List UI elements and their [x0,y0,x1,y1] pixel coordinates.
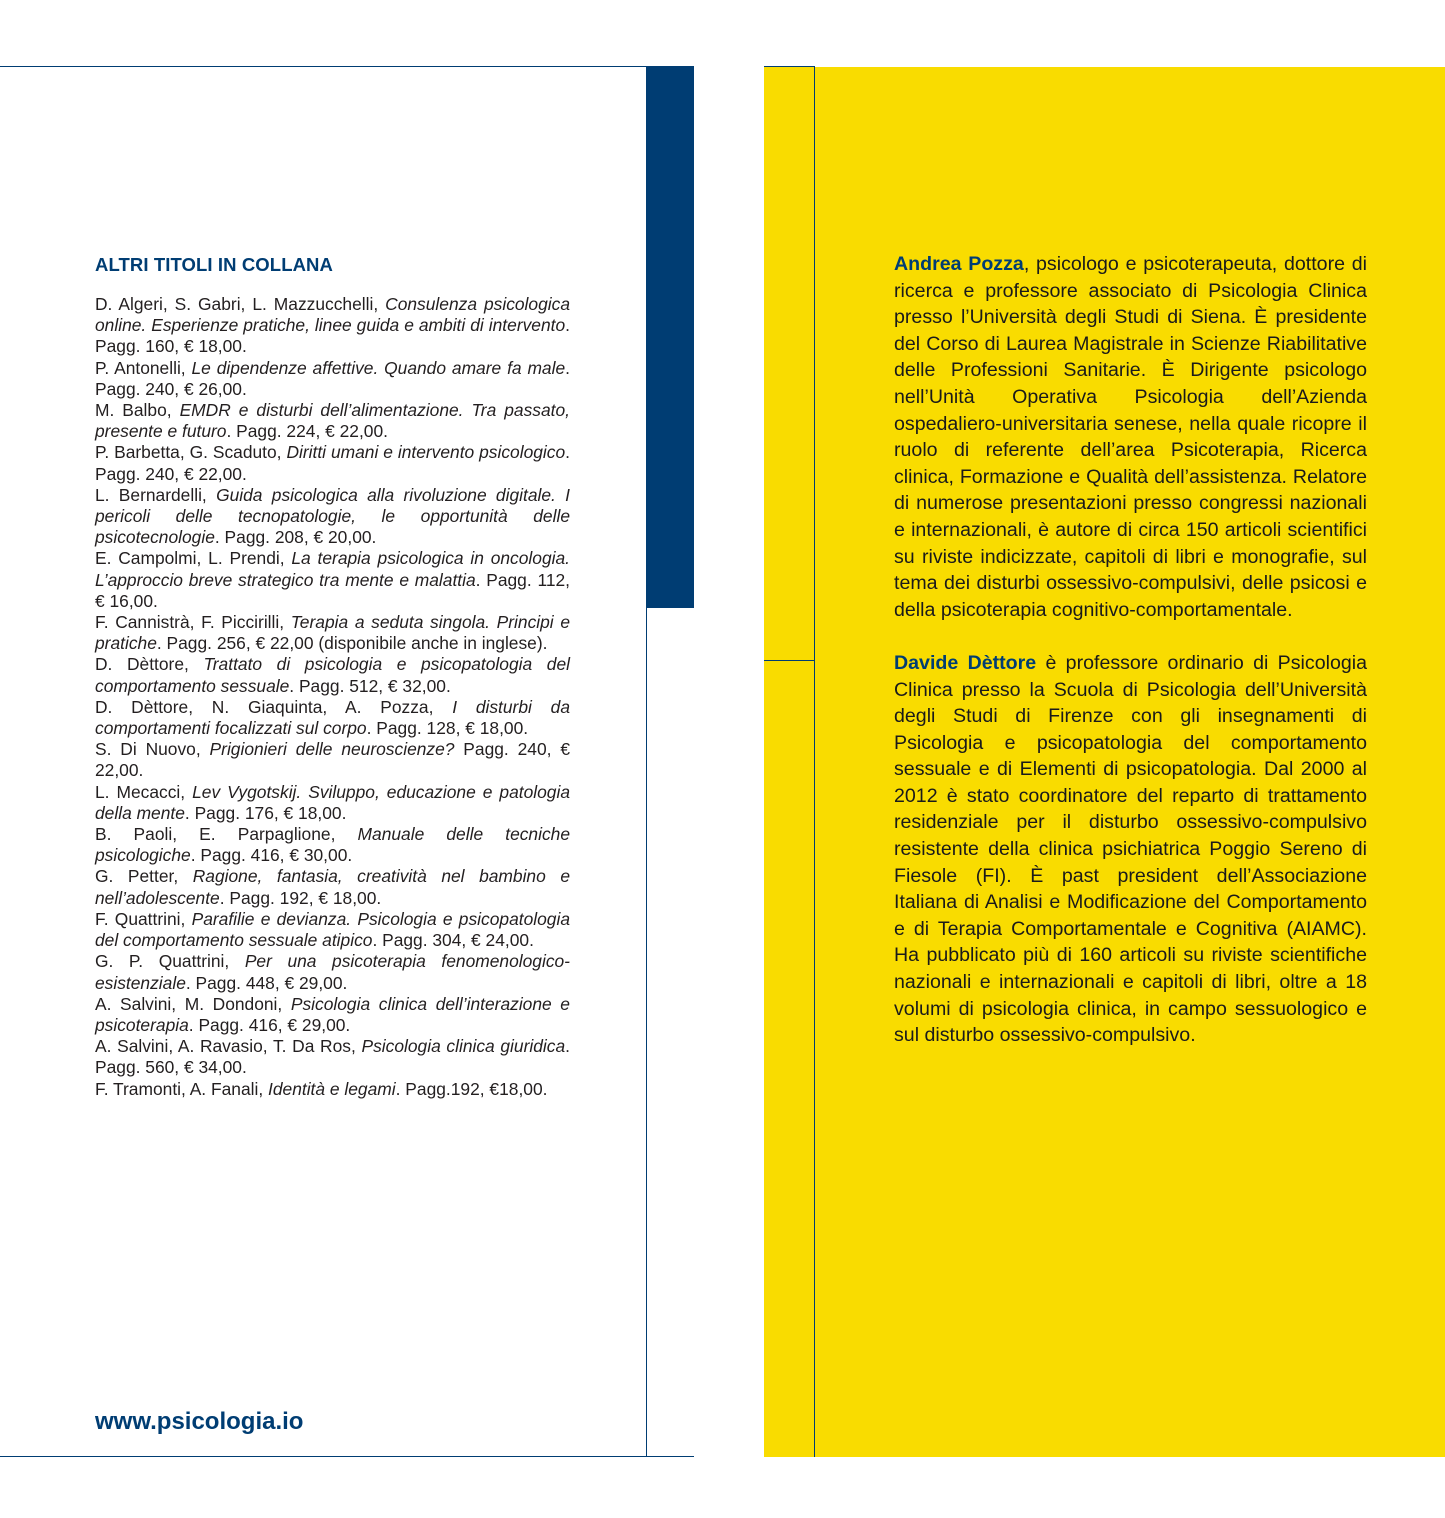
list-item: G. Petter, Ragione, fantasia, creatività nel bambino e nell’adolescente. Pagg. 192, € 18,00. [95,866,570,908]
list-item: S. Di Nuovo, Prigionieri delle neuroscienze? Pagg. 240, € 22,00. [95,739,570,781]
list-item: F. Tramonti, A. Fanali, Identità e legami. Pagg.192, €18,00. [95,1078,548,1099]
left-flap [0,0,700,1518]
blue-accent-bar [646,67,694,608]
bio-paragraph: Andrea Pozza, psicologo e psicoterapeuta, dottore di ricerca e professore associato di Psicologia Clinica presso l’Università degli Studi di Siena. È presidente del Corso di Laurea Magistrale in Scienze Riabilitative delle Professioni Sanitarie. È Dirigente psicologo nell’Unità Operativa Psicologia dell’Azienda ospedaliero-universitaria senese, nella quale ricopre il ruolo di referente dell’area Psicoterapia, Ricerca clinica, Formazione e Qualità dell’assistenza. Relatore di numerose presentazioni presso congressi nazionali e internazionali, è autore di circa 150 articoli scientifici su riviste indicizzate, capitoli di libri e monografie, sul tema dei disturbi ossessivo-compulsivi, delle psicosi e della psicoterapia cognitivo-comportamentale. [894,253,1368,621]
list-item: L. Mecacci, Lev Vygotskij. Sviluppo, educazione e patologia della mente. Pagg. 176, € 18,00. [95,781,570,823]
author-name: Andrea Pozza [894,253,1024,275]
list-item: F. Quattrini, Parafilie e devianza. Psicologia e psicopatologia del comportamento sessuale atipico. Pagg. 304, € 24,00. [95,908,570,951]
author-name: Davide Dèttore [894,651,1037,674]
list-item: D. Dèttore, Trattato di psicologia e psicopatologia del comportamento sessuale. Pagg. 512, € 32,00. [95,654,570,696]
titles-list [95,294,570,1100]
list-item: P. Antonelli, Le dipendenze affettive. Quando amare fa male. Pagg. 240, € 26,00. [95,357,570,399]
list-item: D. Dèttore, N. Giaquinta, A. Pozza, I disturbi da comportamenti focalizzati sul corpo. Pagg. 128, € 18,00. [95,696,571,739]
list-item: D. Algeri, S. Gabri, L. Mazzucchelli, Consulenza psicologica online. Esperienze pratiche, linee guida e ambiti di intervento. Pagg. 160, € 18,00. [95,294,570,357]
list-item: G. P. Quattrini, Per una psicoterapia fenomenologico-esistenziale. Pagg. 448, € 29,00. [95,951,570,993]
bio-paragraph: Davide Dèttore è professore ordinario di Psicologia Clinica presso la Scuola di Psicologia dell’Università degli Studi di Firenze con gli insegnamenti di Psicologia e psicopatologia del comportamento sessuale e di Elementi di psicopatologia. Dal 2000 al 2012 è stato coordinatore del reparto di trattamento residenziale per il disturbo ossessivo-compulsivo resistente della clinica psichiatrica Poggio Sereno di Fiesole (FI). È past president dell’Associazione Italiana di Analisi e Modificazione del Comportamento e di Terapia Comportamentale e Cognitiva (AIAMC). Ha pubblicato più di 160 articoli su riviste scientifiche nazionali e internazionali e capitoli di libri, oltre a 18 volumi di psicologia clinica, in campo sessuologico e sul disturbo ossessivo-compulsivo. [894,651,1367,1047]
mid-rule-right [764,660,815,661]
list-item: E. Campolmi, L. Prendi, La terapia psicologica in oncologia. L’approccio breve strategico tra mente e malattia. Pagg. 112, € 16,00. [95,548,570,611]
list-item: M. Balbo, EMDR e disturbi dell’alimentazione. Tra passato, presente e futuro. Pagg. 224, € 22,00. [95,400,570,442]
list-item: B. Paoli, E. Parpaglione, Manuale delle tecniche psicologiche. Pagg. 416, € 30,00. [95,824,571,866]
series-heading: ALTRI TITOLI IN COLLANA [95,254,333,275]
list-item: P. Barbetta, G. Scaduto, Diritti umani e intervento psicologico. Pagg. 240, € 22,00. [95,442,570,484]
list-item: A. Salvini, M. Dondoni, Psicologia clinica dell’interazione e psicoterapia. Pagg. 416, € 29,00. [95,993,570,1035]
top-rule-right [764,66,815,67]
list-item: F. Cannistrà, F. Piccirilli, Terapia a seduta singola. Principi e pratiche. Pagg. 256, € 22,00 (disponibile anche in inglese). [95,612,571,654]
website-link[interactable]: www.psicologia.io [95,1408,304,1435]
list-item: A. Salvini, A. Ravasio, T. Da Ros, Psicologia clinica giuridica. Pagg. 560, € 34,00. [95,1036,570,1078]
list-item: L. Bernardelli, Guida psicologica alla rivoluzione digitale. I pericoli delle tecnopatologie, le opportunità delle psicotecnologie. Pagg. 208, € 20,00. [95,484,570,548]
author-bios [894,251,1367,1049]
top-rule-left [0,66,694,67]
fold-line-right [814,67,815,1457]
bottom-rule-left [0,1456,694,1457]
